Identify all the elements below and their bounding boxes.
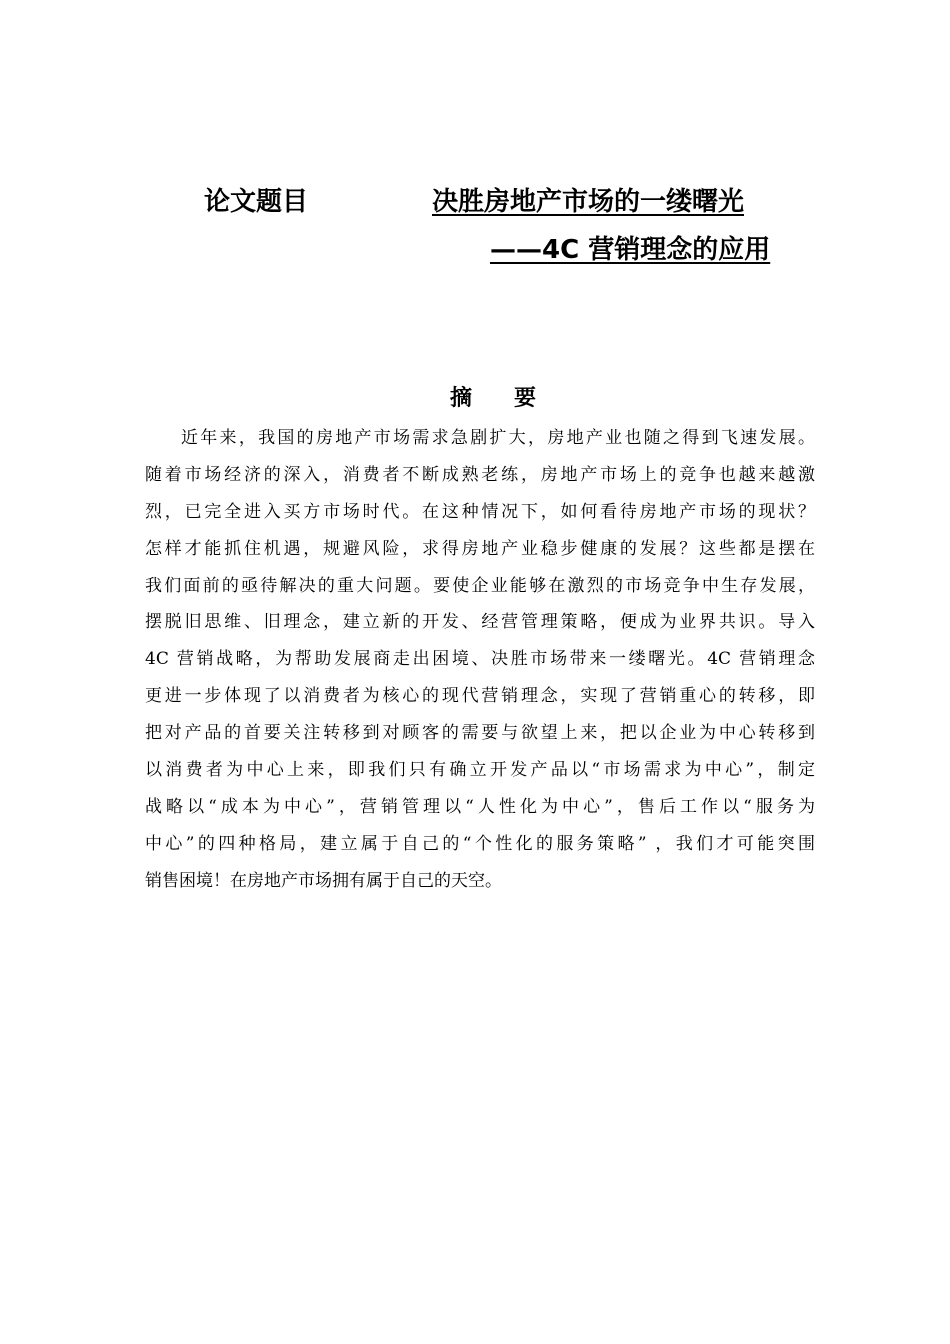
thesis-title: 决胜房地产市场的一缕曙光 (432, 187, 745, 217)
abstract-line: 怎样才能抓住机遇，规避风险，求得房地产业稳步健康的发展？这些都是摆在 (145, 538, 815, 559)
abstract-heading: 摘要 (450, 386, 579, 411)
abstract-line: 中心”的四种格局，建立属于自己的“个性化的服务策略” ，我们才可能突围 (145, 833, 815, 854)
abstract-line: 更进一步体现了以消费者为核心的现代营销理念，实现了营销重心的转移，即 (145, 686, 815, 707)
abstract-line: 以消费者为中心上来，即我们只有确立开发产品以“市场需求为中心”，制定 (145, 760, 815, 781)
abstract-line: 近年来，我国的房地产市场需求急剧扩大，房地产业也随之得到飞速发展。 (181, 428, 815, 448)
thesis-title-label: 论文题目 (204, 187, 309, 217)
abstract-line: 战略以“成本为中心”，营销管理以“人性化为中心”，售后工作以“服务为 (145, 796, 815, 817)
abstract-line: 销售困境！在房地产市场拥有属于自己的天空。 (145, 870, 502, 891)
thesis-subtitle: ——4C 营销理念的应用 (490, 235, 771, 265)
abstract-body (145, 420, 815, 900)
abstract-line: 4C 营销战略，为帮助发展商走出困境、决胜市场带来一缕曙光。4C 营销理念 (145, 649, 815, 670)
abstract-line: 我们面前的亟待解决的重大问题。要使企业能够在激烈的市场竞争中生存发展， (145, 575, 815, 596)
abstract-line: 随着市场经济的深入，消费者不断成熟老练，房地产市场上的竞争也越来越激 (145, 464, 815, 485)
abstract-line: 把对产品的首要关注转移到对顾客的需要与欲望上来，把以企业为中心转移到 (145, 723, 815, 744)
abstract-line: 烈，已完全进入买方市场时代。在这种情况下，如何看待房地产市场的现状？ (145, 501, 815, 522)
abstract-line: 摆脱旧思维、旧理念，建立新的开发、经营管理策略，便成为业界共识。导入 (145, 612, 815, 633)
